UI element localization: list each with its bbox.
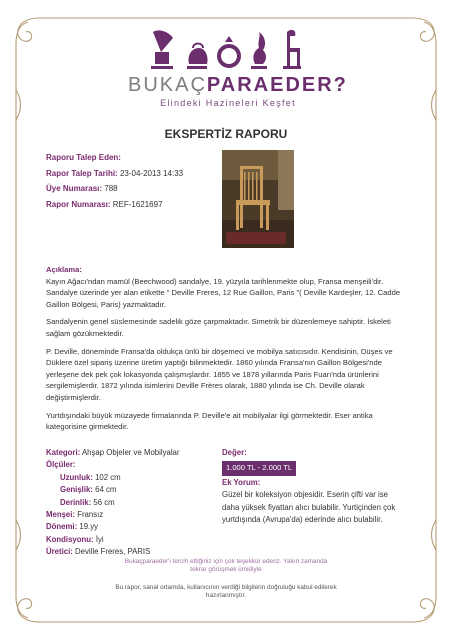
genislik-label: Genişlik: <box>60 485 93 495</box>
details-column <box>46 447 216 559</box>
aciklama-p3: P. Deville, döneminde Fransa'da oldukça ünlü bir döşemeci ve mobilya satıcısıdır. Kendisinin, Düşes ve Düklere özel sipariş üzerine üretim yaptığı bilinmektedir. 1860 yılında Fransa'nın Gaillon Bölgesi'nde yerleşene dek pek çok lokasyonda çalışmışlardır. 1855 ve 1878 yıllarında Paris Fuarı'nda ürünlerini sergilemişlerdir. 1872 yılında isimlerini Deville Frères olarak, 1880 yılında ise Ch. Deville olarak değiştirmişlerdir. <box>46 346 393 402</box>
talep-eden-row <box>46 150 216 166</box>
page-title: EKSPERTİZ RAPORU <box>164 127 288 141</box>
description-section <box>46 264 404 439</box>
uretici-row <box>46 546 216 558</box>
ek-yorum-text: Güzel bir koleksiyon objesidir. Eserin çifti var ise daha yüksek fiyattan alıcı bulabilir. Yurtiçinden çok yurtdışında (Avrupa'da) ederinde alıcı bulabilir. <box>222 490 396 525</box>
talep-eden-label: Raporu Talep Eden: <box>46 153 121 162</box>
tarih-label: Rapor Talep Tarihi: <box>46 168 118 178</box>
olculer-label: Ölçüler: <box>46 460 76 470</box>
genislik-row <box>46 484 216 496</box>
chair-photo-image <box>222 150 294 248</box>
mensei-row <box>46 509 216 521</box>
mensei-label: Menşei: <box>46 510 76 520</box>
deger-label: Değer: <box>222 448 247 457</box>
tarih-row <box>46 166 216 182</box>
uzunluk-value: 102 cm <box>95 472 121 482</box>
kondisyon-row <box>46 534 216 546</box>
disclaimer-note: Bu rapor, sanal ortamda, kullanıcının verdiği bilgilerin doğruluğu kabul edilerek hazırlanmıştır. <box>115 584 337 599</box>
ek-yorum-label: Ek Yorum: <box>222 477 261 487</box>
aciklama-p4: Yurtdışındaki büyük müzayede firmalarında P. Deville'e ait mobilyalar ilgi görmektedir. Eser antika kategorisine girmektedir. <box>46 410 373 432</box>
kategori-value: Ahşap Objeler ve Mobilyalar <box>81 448 180 457</box>
brand-tagline: Elindeki Hazineleri Keşfet <box>160 98 296 108</box>
derinlik-label: Derinlik: <box>60 497 92 507</box>
value-range-badge: 1.000 TL - 2.000 TL <box>222 461 296 475</box>
brand-part4: EDER? <box>270 74 348 96</box>
uye-label: Üye Numarası: <box>46 184 103 194</box>
olculer-row <box>46 459 216 471</box>
thanks-note: Bukaçparaeder'i tercih ettiğiniz için çok teşekkür ederiz. Yakın zamanda tekrar görüşmek ümidiyle <box>124 558 328 573</box>
uzunluk-label: Uzunluk: <box>60 472 93 482</box>
uzunluk-row <box>46 472 216 484</box>
brand-part3: PARA <box>206 74 271 96</box>
tarih-value: 23-04-2013 14:33 <box>119 168 184 178</box>
report-info <box>46 150 216 212</box>
donemi-label: Dönemi: <box>46 522 78 532</box>
aciklama-label: Açıklama: <box>46 265 82 274</box>
aciklama-p1: Kayın Ağacı'ndan mamül (Beechwood) sandalye, 19. yüzyıla tarihlenmekte olup, Fransa menşeili'dir. Sandalye üzerinde yer alan etikette " Deville Freres, 12 Rue Gaillon, Paris "( Deville Kardeşler, 12. Cadde Gaillon Bölgesi, Paris) yazmaktadır. <box>46 276 401 309</box>
donemi-row <box>46 521 216 533</box>
uye-row <box>46 181 216 197</box>
brand-name <box>128 74 348 97</box>
kondisyon-value: İyi <box>95 534 104 544</box>
kategori-row <box>46 447 216 459</box>
kategori-label: Kategori: <box>46 448 81 457</box>
kondisyon-label: Kondisyonu: <box>46 534 94 544</box>
rapor-value: REF-1621697 <box>112 199 163 209</box>
donemi-value: 19.yy <box>79 522 99 532</box>
rapor-label: Rapor Numarası: <box>46 199 111 209</box>
value-column <box>222 447 402 526</box>
uretici-label: Üretici: <box>46 547 73 557</box>
mensei-value: Fransız <box>77 510 104 520</box>
brand-part2: KAÇ <box>159 74 207 96</box>
aciklama-p2: Sandalyenin genel süslemesinde sadelik göze çarpmaktadır. Simetrik bir düzenlemeye sahiptir. İskeleti sağlam gözükmektedir. <box>46 317 391 338</box>
derinlik-row <box>46 497 216 509</box>
rapor-row <box>46 197 216 213</box>
uye-value: 788 <box>104 184 118 194</box>
item-photo <box>222 150 294 248</box>
logo-icons <box>143 22 313 72</box>
genislik-value: 64 cm <box>95 485 117 495</box>
uretici-value: Deville Freres, PARIS <box>75 547 151 557</box>
brand-part1: BU <box>128 74 160 96</box>
brand-logo <box>128 22 348 116</box>
derinlik-value: 56 cm <box>93 497 115 507</box>
